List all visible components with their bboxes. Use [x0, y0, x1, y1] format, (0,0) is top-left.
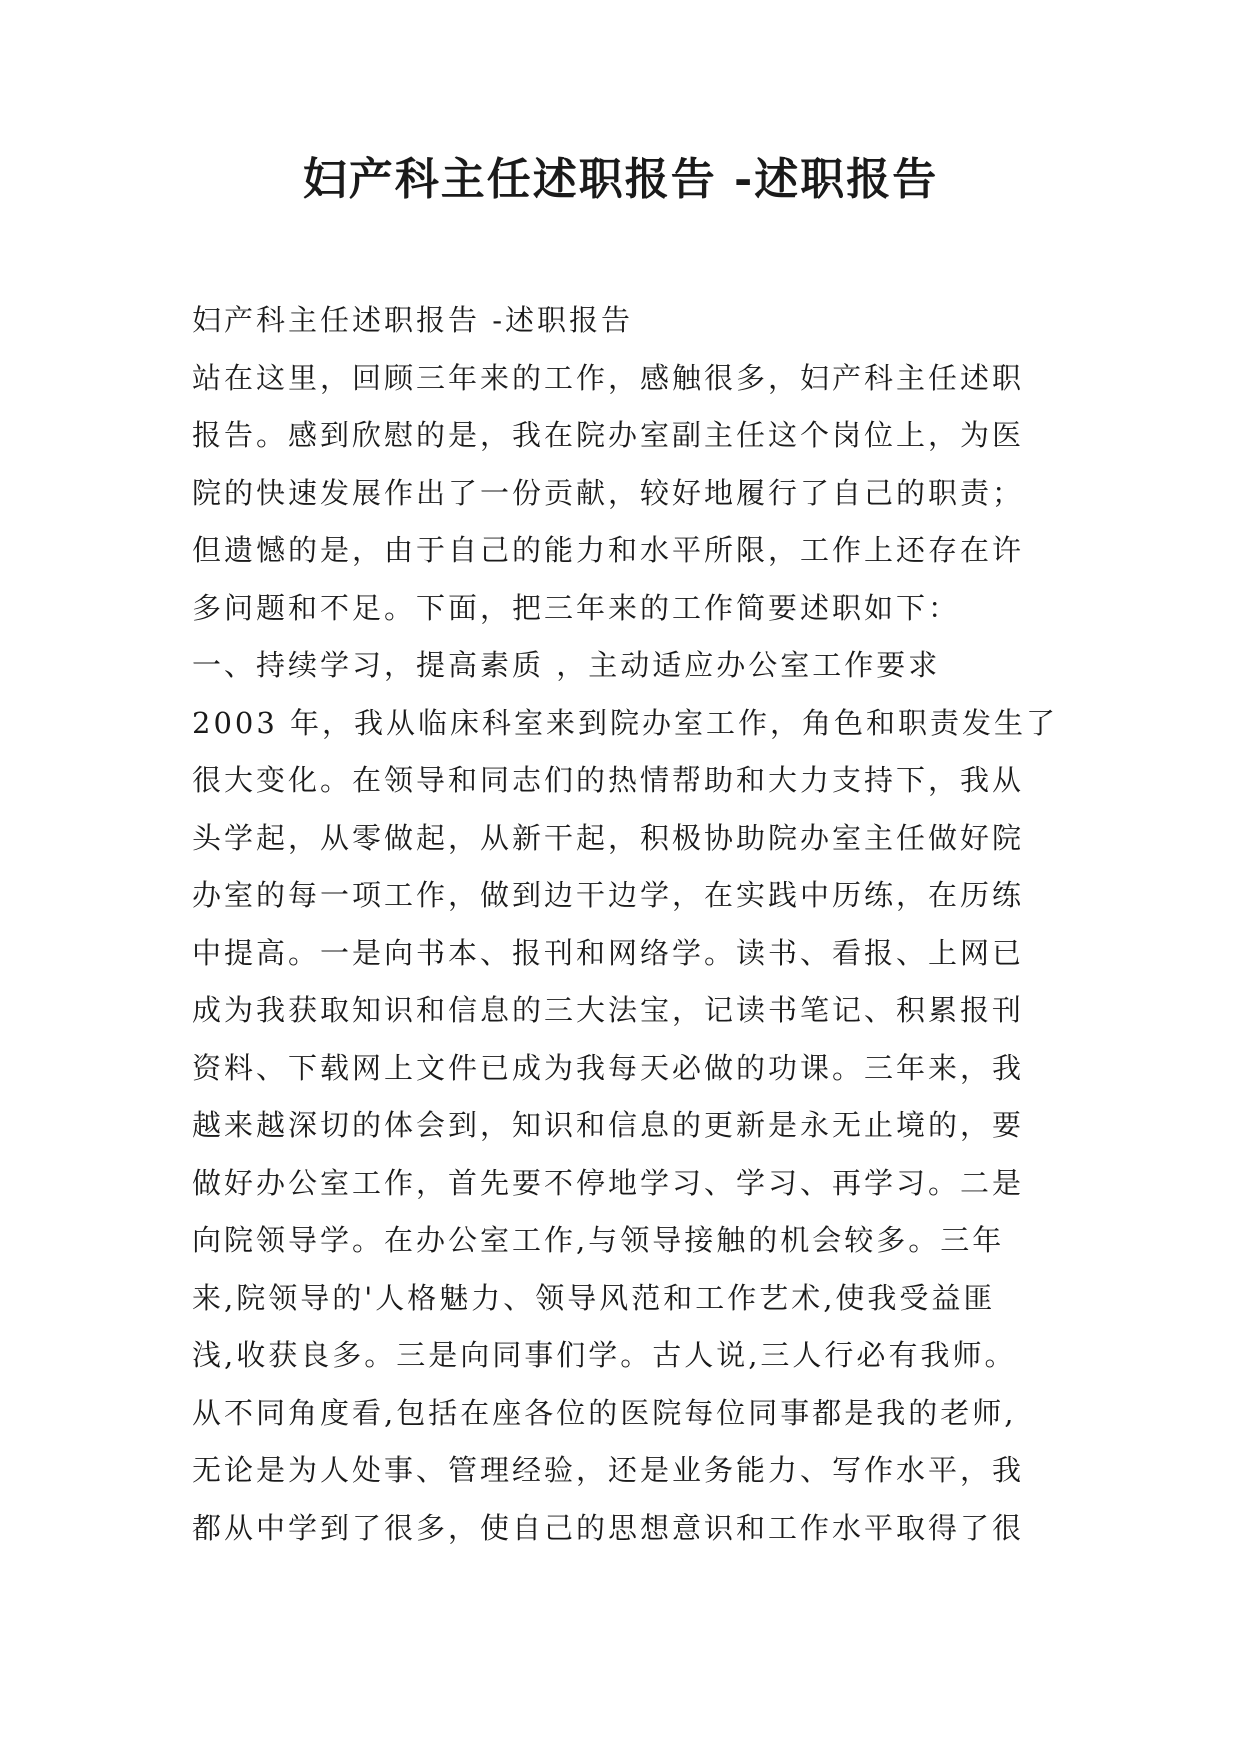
body-line: 2003 年，我从临床科室来到院办室工作，角色和职责发生了 [192, 705, 1059, 740]
body-line: 越来越深切的体会到，知识和信息的更新是永无止境的，要 [192, 1108, 1025, 1142]
body-line: 很大变化。在领导和同志们的热情帮助和大力支持下，我从 [192, 763, 1025, 797]
body-line: 做好办公室工作，首先要不停地学习、学习、再学习。二是 [192, 1165, 1025, 1200]
body-line: 浅,收获良多。三是向同事们学。古人说,三人行必有我师。 [192, 1338, 1017, 1372]
body-line: 从不同角度看,包括在座各位的医院每位同事都是我的老师, [192, 1395, 1017, 1430]
body-line: 妇产科主任述职报告 -述职报告 [192, 303, 634, 337]
body-line: 无论是为人处事、管理经验，还是业务能力、写作水平，我 [192, 1453, 1025, 1487]
body-line: 但遗憾的是，由于自己的能力和水平所限，工作上还存在许 [192, 533, 1025, 567]
body-line: 向院领导学。在办公室工作,与领导接触的机会较多。三年 [192, 1223, 1005, 1257]
document-title: 妇产科主任述职报告 -述职报告 [302, 154, 939, 205]
body-line: 多问题和不足。下面，把三年来的工作简要述职如下： [192, 590, 961, 625]
body-line: 头学起，从零做起，从新干起，积极协助院办室主任做好院 [192, 820, 1025, 855]
document-body [192, 292, 1062, 1557]
body-line: 报告。感到欣慰的是，我在院办室副主任这个岗位上，为医 [192, 418, 1025, 452]
body-line: 中提高。一是向书本、报刊和网络学。读书、看报、上网已 [192, 935, 1025, 970]
body-line: 都从中学到了很多，使自己的思想意识和工作水平取得了很 [192, 1510, 1025, 1545]
body-line: 院的快速发展作出了一份贡献，较好地履行了自己的职责； [192, 475, 1025, 510]
body-line: 办室的每一项工作，做到边干边学，在实践中历练，在历练 [192, 878, 1025, 912]
body-line: 来,院领导的'人格魅力、领导风范和工作艺术,使我受益匪 [192, 1280, 996, 1315]
section-heading: 一、持续学习，提高素质 ，主动适应办公室工作要求 [192, 648, 941, 682]
body-line: 成为我获取知识和信息的三大法宝，记读书笔记、积累报刊 [192, 993, 1025, 1027]
body-line: 站在这里，回顾三年来的工作，感触很多，妇产科主任述职 [192, 360, 1025, 395]
body-line: 资料、下载网上文件已成为我每天必做的功课。三年来，我 [192, 1050, 1025, 1085]
